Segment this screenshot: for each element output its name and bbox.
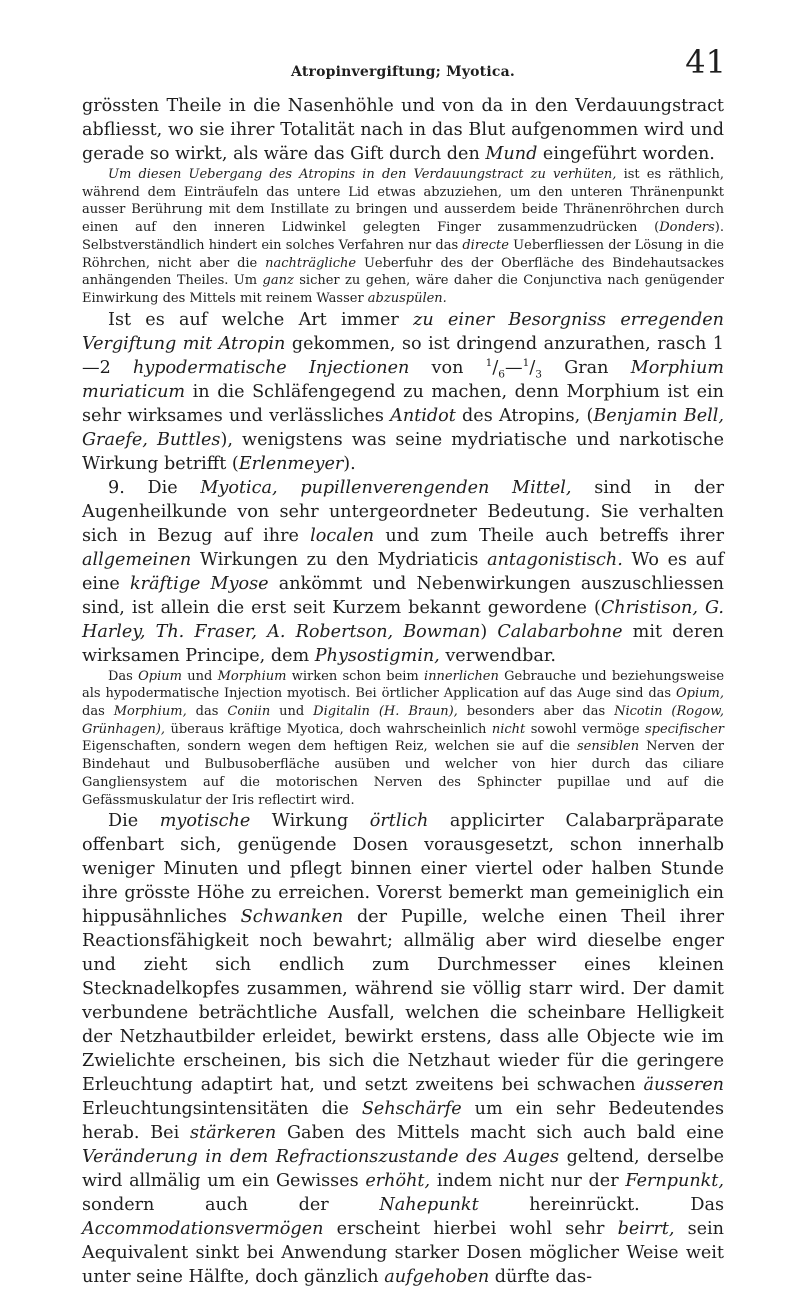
- emphasis-text: Opium: [138, 668, 182, 684]
- emphasis-text: specifischer: [644, 721, 724, 737]
- text-run: ). Selbstverständlich hindert ein solches Verfahren nur das: [82, 220, 724, 253]
- emphasis-text: nachträgliche: [265, 255, 357, 271]
- text-run: sowohl vermöge: [525, 721, 645, 737]
- paragraph: [82, 94, 724, 166]
- text-run: Gran: [541, 357, 631, 378]
- text-run: das: [186, 704, 228, 720]
- emphasis-text: nicht: [491, 721, 526, 737]
- text-run: der Pupille, welche einen Theil ihrer Reactionsfähigkeit noch bewahrt; allmälig aber wird dieselbe enger und zieht sich endlich zum Durchmesser eines kleinen Stecknadelkopfes zusammen, während sie völlig starr wird. Der damit verbundene beträchtliche Ausfall, welchen die scheinbare Helligkeit der Netzhautbilder erleidet, bewirkt erstens, dass alle Objecte wie im Zwielichte erscheinen, bis sich die Netzhaut wieder für die geringere Erleuchtung adaptirt hat, und setzt zweitens bei schwachen: [82, 907, 724, 1096]
- emphasis-text: örtlich: [369, 811, 429, 832]
- emphasis-text: Morphium muriaticum: [82, 357, 724, 402]
- emphasis-text: innerlichen: [424, 668, 499, 684]
- body-text: [82, 94, 724, 1289]
- fraction: $^1/_6—^1/_3$: [485, 356, 542, 381]
- text-run: sind in der Augenheilkunde von sehr untergeordneter Bedeutung. Sie verhalten sich in Bezug auf ihre: [82, 477, 724, 546]
- emphasis-text: Veränderung in dem Refractionszustande des Auges: [82, 1147, 560, 1168]
- emphasis-text: Accommodationsvermögen: [82, 1219, 324, 1240]
- emphasis-text: abzuspülen.: [367, 290, 447, 306]
- text-run: sicher zu gehen, wäre daher die Conjunctiva nach genügender Einwirkung des Mittels mit reinem Wasser: [82, 273, 724, 306]
- text-run: Nerven der Bindehaut und Bulbusoberfläche ausüben und welcher von hier durch das ciliare Gangliensystem auf die motorischen Nerven des Sphincter pupillae und auf die Gefässmuskulatur der Iris reflectirt wird.: [82, 739, 724, 808]
- text-run: Eigenschaften, sondern wegen dem heftigen Reiz, welchen sie auf die: [82, 739, 577, 755]
- emphasis-text: hypodermatische Injectionen: [133, 357, 410, 378]
- emphasis-text: kräftige Myose: [129, 573, 269, 594]
- text-run: hereinrückt. Das: [478, 1195, 724, 1216]
- text-run: 9. Die: [108, 477, 201, 498]
- text-run: verwendbar.: [439, 645, 556, 666]
- emphasis-text: Erlenmeyer: [238, 453, 344, 474]
- emphasis-text: Calabarbohne: [497, 621, 623, 642]
- text-run: Wo es auf eine: [82, 549, 724, 594]
- text-run: Ueberfliessen der Lösung in die Röhrchen, nicht aber die: [82, 237, 724, 271]
- running-head: Atropinvergiftung; Myotica.: [291, 64, 515, 80]
- text-run: Erleuchtungsintensitäten die: [82, 1099, 362, 1120]
- emphasis-text: Physostigmin,: [314, 645, 440, 666]
- text-run: das: [82, 704, 114, 720]
- emphasis-text: allgemeinen: [82, 549, 192, 570]
- text-run: grössten Theile in die Nasenhöhle und von da in den Verdauungstract abfliesst, wo sie ihrer Totalität nach in das Blut aufgenommen wird und gerade so wirkt, als wäre das Gift durch den: [82, 96, 724, 164]
- text-run: in die Schläfengegend zu machen, denn Morphium ist ein sehr wirksames und verlässliches: [82, 381, 724, 426]
- text-run: ist es räthlich, während dem Einträufeln das untere Lid etwas abzuziehen, um den unteren Thränenpunkt ausser Berührung mit dem Instillate zu bringen und ausserdem beide Thränenröhrchen durch einen auf den inneren Lidwinkel gelegten Finger zusammenzudrücken (: [82, 167, 724, 236]
- text-run: mit deren wirksamen Principe, dem: [82, 621, 724, 666]
- emphasis-text: Mund: [485, 144, 538, 164]
- emphasis-text: Nahepunkt: [379, 1195, 479, 1216]
- emphasis-text: Antidot: [390, 405, 456, 426]
- text-run: Ueberfuhr des der Oberfläche des Bindehautsackes anhängenden Theiles. Um: [82, 255, 724, 289]
- emphasis-text: äusseren: [643, 1075, 724, 1096]
- emphasis-text: Coniin: [227, 704, 271, 720]
- emphasis-text: Christison, G. Harley, Th. Fraser, A. Robertson, Bowman: [82, 597, 725, 642]
- paragraph: [82, 308, 724, 476]
- paragraph: [82, 166, 724, 308]
- emphasis-text: aufgehoben: [384, 1267, 490, 1288]
- emphasis-text: Donders: [659, 220, 715, 236]
- emphasis-text: Benjamin Bell, Graefe, Buttles: [82, 405, 724, 450]
- text-run: des Atropins, (: [455, 405, 594, 426]
- emphasis-text: Sehschärfe: [361, 1099, 462, 1120]
- text-run: erscheint hierbei wohl sehr: [323, 1219, 618, 1240]
- paragraph: [82, 668, 724, 810]
- emphasis-text: Morphium,: [113, 704, 187, 720]
- text-run: von: [409, 357, 486, 378]
- emphasis-text: erhöht,: [365, 1171, 431, 1192]
- page-header: [82, 0, 724, 94]
- text-run: besonders aber das: [457, 704, 615, 720]
- text-run: gekommen, so ist dringend anzurathen, rasch 1—2: [82, 333, 724, 378]
- text-run: und: [270, 704, 314, 720]
- emphasis-text: zu einer Besorgniss erregenden Vergiftung mit Atropin: [82, 309, 724, 354]
- emphasis-text: directe: [462, 237, 509, 253]
- paragraph: [82, 476, 724, 668]
- text-run: und zum Theile auch betreffs ihrer: [374, 525, 725, 546]
- page-number: 41: [685, 43, 726, 81]
- text-run: wirken schon beim: [286, 668, 425, 684]
- text-run: Gaben des Mittels macht sich auch bald eine: [276, 1123, 724, 1144]
- text-run: ankömmt und Nebenwirkungen auszuschliessen sind, ist allein die erst seit Kurzem bekannt gewordene (: [82, 573, 724, 618]
- text-run: geltend, derselbe wird allmälig um ein Gewisses: [82, 1147, 724, 1192]
- emphasis-text: Schwanken: [240, 907, 344, 928]
- text-run: Wirkung: [250, 811, 370, 832]
- text-run: sondern auch der: [82, 1195, 380, 1216]
- text-run: Ist es auf welche Art immer: [108, 309, 414, 330]
- text-run: ): [480, 621, 498, 642]
- text-run: Das: [108, 668, 139, 684]
- text-run: eingeführt worden.: [537, 144, 715, 164]
- text-run: überaus kräftige Myotica, doch wahrscheinlich: [165, 721, 492, 737]
- emphasis-text: Um diesen Uebergang des Atropins in den Verdauungstract zu verhüten,: [108, 167, 617, 182]
- emphasis-text: Digitalin (H. Braun),: [313, 704, 458, 720]
- text-run: sein Aequivalent sinkt bei Anwendung starker Dosen möglicher Weise weit unter seine Hälfte, doch gänzlich: [82, 1219, 724, 1288]
- text-run: Wirkungen zu den Mydriaticis: [191, 549, 488, 570]
- emphasis-text: antagonistisch.: [487, 549, 623, 570]
- emphasis-text: Fernpunkt,: [625, 1171, 724, 1192]
- text-run: um ein sehr Bedeutendes herab. Bei: [82, 1099, 724, 1144]
- text-run: ), wenigstens was seine mydriatische und narkotische Wirkung betrifft (: [82, 429, 724, 474]
- text-run: ).: [343, 453, 356, 474]
- emphasis-text: ganz: [262, 273, 294, 289]
- paragraph: [82, 809, 724, 1289]
- text-run: indem nicht nur der: [430, 1171, 626, 1192]
- text-run: und: [181, 668, 218, 684]
- emphasis-text: beirrt,: [617, 1219, 675, 1240]
- text-run: Gebrauche und beziehungsweise als hypodermatische Injection myotisch. Bei örtlicher Application auf das Auge sind das: [82, 668, 725, 702]
- text-run: dürfte das-: [489, 1267, 593, 1288]
- text-run: applicirter Calabarpräparate offenbart sich, genügende Dosen vorausgesetzt, schon innerhalb weniger Minuten und pflegt binnen einer viertel oder halben Stunde ihre grösste Höhe zu erreichen. Vorerst bemerkt man gemeiniglich ein hippusähnliches: [82, 811, 724, 928]
- emphasis-text: myotische: [159, 811, 251, 832]
- emphasis-text: stärkeren: [189, 1123, 277, 1144]
- emphasis-text: localen: [310, 525, 375, 546]
- emphasis-text: Morphium: [217, 668, 287, 684]
- text-run: Die: [108, 811, 160, 832]
- emphasis-text: sensiblen: [576, 739, 640, 755]
- emphasis-text: Opium,: [676, 686, 724, 702]
- emphasis-text: Nicotin (Rogow, Grünhagen),: [82, 704, 724, 737]
- emphasis-text: Myotica, pupillenverengenden Mittel,: [200, 477, 572, 498]
